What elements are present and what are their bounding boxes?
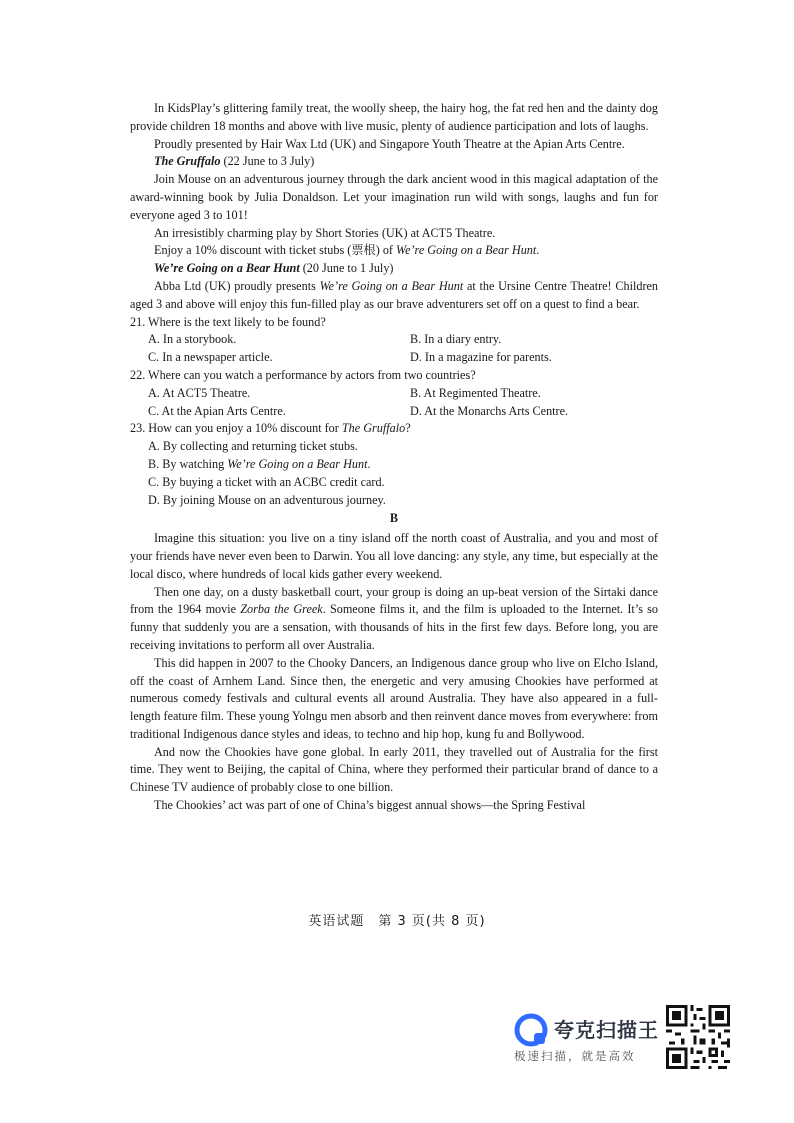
text-run: Then one day, on a dusty basketball court, your group is doing an up-beat version of the Sirtaki dance from the 1964 movie [130, 584, 658, 617]
title-run: We’re Going on a Bear Hunt [319, 278, 464, 293]
title-run: Zorba the Greek [240, 602, 323, 617]
option-d[interactable]: D. In a magazine for parents. [410, 350, 552, 365]
passage-a-paragraph: Proudly presented by Hair Wax Ltd (UK) and Singapore Youth Theatre at the Apian Arts Centre. [154, 136, 625, 151]
option-a[interactable]: A. At ACT5 Theatre. [148, 385, 251, 400]
title-run: The Gruffalo [341, 421, 406, 436]
option-d[interactable]: D. At the Monarchs Arts Centre. [410, 403, 569, 418]
text-run: at the Ursine Centre Theatre! Children aged 3 and above will enjoy this fun-filled play as our brave adventurers set off on a quest to find a bear. [130, 278, 659, 311]
option-a[interactable]: A. By collecting and returning ticket stubs. [148, 439, 358, 454]
question-23-stem [130, 420, 658, 438]
option-b[interactable]: B. In a diary entry. [410, 332, 502, 347]
text-run: . [367, 456, 371, 471]
text-run: Enjoy a 10% discount with ticket stubs (票根) of [154, 243, 397, 258]
option-c[interactable]: C. In a newspaper article. [148, 350, 273, 365]
page-footer: 英语试题 第 3 页(共 8 页) [308, 914, 486, 929]
question-22-options-row-1 [130, 385, 658, 403]
question-22-options-row-2 [130, 403, 658, 421]
option-b[interactable] [130, 456, 658, 474]
show-title: We’re Going on a Bear Hunt [154, 261, 300, 276]
question-21-options-row-1 [130, 331, 658, 349]
passage-a-paragraph: An irresistibly charming play by Short Stories (UK) at ACT5 Theatre. [154, 225, 496, 240]
option-d[interactable]: D. By joining Mouse on an adventurous journey. [148, 492, 386, 507]
show-heading-bear-hunt [130, 260, 658, 278]
option-a[interactable]: A. In a storybook. [148, 332, 237, 347]
passage-a-paragraph: In KidsPlay’s glittering family treat, the woolly sheep, the hairy hog, the fat red hen and the dainty dog provide children 18 months and above with live music, plenty of audience participation and lots of laughs. [130, 101, 658, 133]
text-run: . [536, 243, 540, 258]
passage-a-paragraph: Join Mouse on an adventurous journey through the dark ancient wood in this magical adaptation of the award-winning book by Julia Donaldson. Let your imagination run wild with songs, laughs and fun for everyone aged 3 to 101! [130, 172, 658, 222]
qr-code-icon [666, 1005, 730, 1069]
scanner-brand [514, 1008, 664, 1068]
passage-b-paragraph: The Chookies’ act was part of one of China’s biggest annual shows—the Spring Festival [154, 798, 586, 813]
section-heading-b: B [389, 511, 399, 526]
show-title: The Gruffalo [154, 154, 221, 169]
brand-name: 夸克扫描王 [554, 1018, 659, 1042]
show-dates: (22 June to 3 July) [220, 154, 315, 169]
passage-a-paragraph [130, 278, 658, 314]
text-run: 23. How can you enjoy a 10% discount for [130, 421, 342, 436]
question-21-options-row-2 [130, 349, 658, 367]
show-dates: (20 June to 1 July) [299, 261, 394, 276]
option-b[interactable]: B. At Regimented Theatre. [410, 385, 541, 400]
text-run: . Someone films it, and the film is uploaded to the Internet. It’s so funny that suddenly you are a sensation, with thousands of hits in the first few days. Before long, you are receiving invitations to perform all over Australia. [130, 602, 658, 652]
title-run: We’re Going on a Bear Hunt [396, 243, 537, 258]
text-run: Abba Ltd (UK) proudly presents [154, 278, 320, 293]
text-run: ? [405, 421, 411, 436]
passage-b-paragraph: Imagine this situation: you live on a tiny island off the north coast of Australia, and you and most of your friends have never even been to Darwin. You all love dancing: any style, any time, but especially at the local disco, where hundreds of local kids gather every weekend. [130, 531, 658, 581]
page-body [130, 100, 658, 815]
passage-b-paragraph: This did happen in 2007 to the Chooky Dancers, an Indigenous dance group who live on Elcho Island, off the coast of Arnhem Land. Since then, the energetic and very amusing Chookies have performed at numerous comedy festivals and cultural events all around Australia. They have also appeared in a full-length feature film. These young Yolngu men absorb and then reinvent dance moves from everywhere: from traditional Indigenous dance styles and ideas, to techno and hip hop, kung fu and Bollywood. [130, 655, 658, 741]
question-22-stem: 22. Where can you watch a performance by actors from two countries? [130, 367, 476, 382]
show-heading-gruffalo [130, 153, 658, 171]
passage-b-paragraph [130, 584, 658, 655]
title-run: We’re Going on a Bear Hunt [227, 456, 368, 471]
passage-b-paragraph: And now the Chookies have gone global. In early 2011, they travelled out of Australia for the first time. They went to Beijing, the capital of China, where they performed their particular brand of dance to a Chinese TV audience of probably close to one billion. [130, 744, 658, 795]
option-c[interactable]: C. By buying a ticket with an ACBC credit card. [148, 474, 385, 489]
text-run: B. By watching [148, 456, 228, 471]
passage-a-paragraph [130, 242, 658, 260]
brand-slogan: 极速扫描，就是高效 [514, 1049, 636, 1063]
quark-logo-icon [514, 1013, 548, 1047]
question-21-stem: 21. Where is the text likely to be found? [130, 314, 326, 329]
option-c[interactable]: C. At the Apian Arts Centre. [148, 403, 286, 418]
